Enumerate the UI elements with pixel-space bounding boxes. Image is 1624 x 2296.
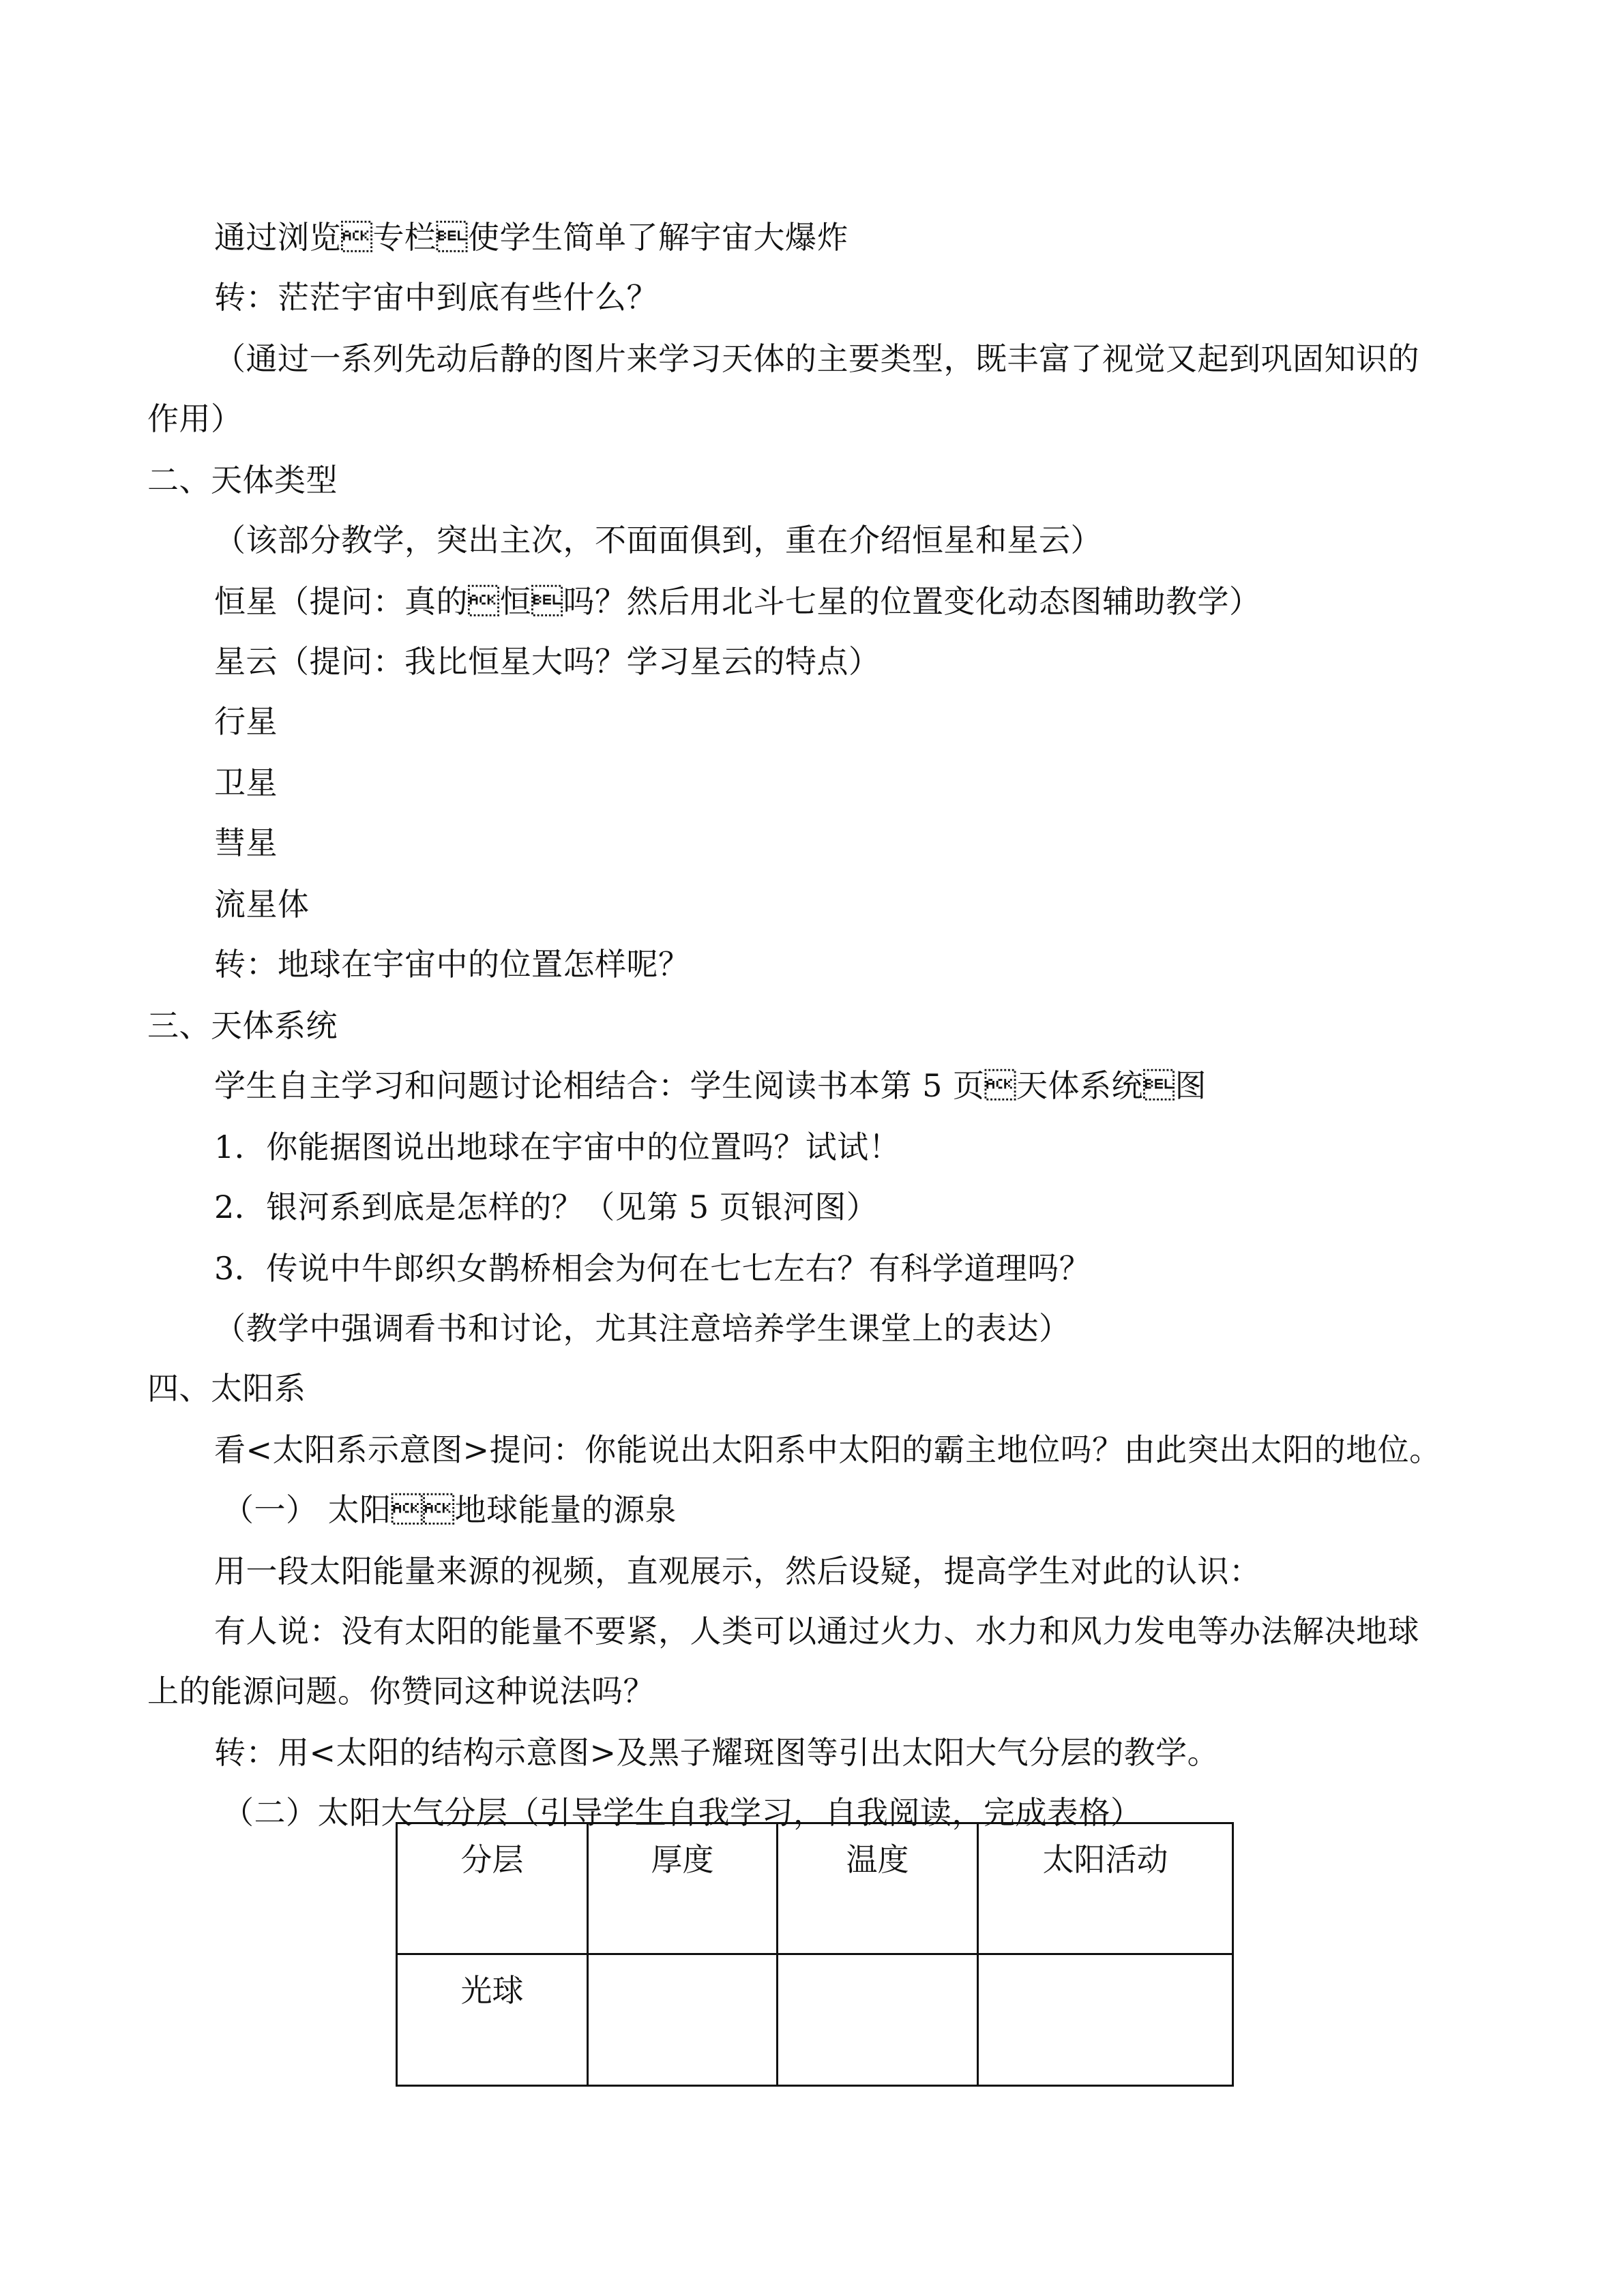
table-header-cell: 太阳活动 — [978, 1823, 1233, 1954]
text-line: （二）太阳大气分层（引导学生自我学习，自我阅读，完成表格） — [222, 1794, 1142, 1831]
text-line: 转：用<太阳的结构示意图>及黑子耀斑图等引出太阳大气分层的教学。 — [214, 1734, 1220, 1771]
table-cell — [588, 1954, 778, 2086]
text-line: 行星 — [214, 703, 278, 740]
text-line: 上的能源问题。你赞同这种说法吗？ — [147, 1673, 655, 1710]
text-line: （通过一系列先动后静的图片来学习天体的主要类型，既丰富了视觉又起到巩固知识的 — [214, 340, 1419, 377]
text-line: （该部分教学，突出主次，不面面俱到，重在介绍恒星和星云） — [214, 522, 1102, 558]
text-line: 星云（提问：我比恒星大吗？学习星云的特点） — [214, 643, 881, 680]
text-line: 学生自主学习和问题讨论相结合：学生阅读书本第 5 页天体系统图 — [214, 1067, 1207, 1104]
table-cell — [778, 1954, 978, 2086]
text-line: 流星体 — [214, 886, 310, 923]
text-line: （教学中强调看书和讨论，尤其注意培养学生课堂上的表达） — [214, 1310, 1071, 1347]
text-line: 转：茫茫宇宙中到底有些什么？ — [214, 279, 658, 316]
table-header-row — [397, 1823, 1233, 1954]
text-line: 转：地球在宇宙中的位置怎样呢？ — [214, 946, 690, 983]
text-line: 1．你能据图说出地球在宇宙中的位置吗？试试！ — [214, 1129, 901, 1165]
text-line: 用一段太阳能量来源的视频，直观展示，然后设疑，提高学生对此的认识： — [214, 1553, 1261, 1590]
table-cell — [978, 1954, 1233, 2086]
text-line: 3．传说中牛郎织女鹊桥相会为何在七七左右？有科学道理吗？ — [214, 1250, 1091, 1287]
table-header-cell: 分层 — [397, 1823, 588, 1954]
text-line: 2．银河系到底是怎样的？（见第 5 页银河图） — [214, 1189, 879, 1225]
table-header-cell: 厚度 — [588, 1823, 778, 1954]
table-row — [397, 1954, 1233, 2086]
section-heading: 四、太阳系 — [147, 1370, 306, 1407]
table-header-cell: 温度 — [778, 1823, 978, 1954]
table-cell: 光球 — [397, 1954, 588, 2086]
text-line: 作用） — [147, 400, 243, 437]
text-line: 有人说：没有太阳的能量不要紧，人类可以通过火力、水力和风力发电等办法解决地球 — [214, 1613, 1419, 1650]
text-line: 通过浏览专栏使学生简单了解宇宙大爆炸 — [214, 219, 848, 256]
text-line: （一） 太阳地球能量的源泉 — [222, 1491, 677, 1528]
text-line: 恒星（提问：真的恒吗？然后用北斗七星的位置变化动态图辅助教学） — [214, 583, 1261, 620]
solar-atmosphere-table — [396, 1822, 1234, 2087]
section-heading: 三、天体系统 — [147, 1007, 338, 1044]
text-line: 看<太阳系示意图>提问：你能说出太阳系中太阳的霸主地位吗？由此突出太阳的地位。 — [214, 1431, 1441, 1468]
text-line: 卫星 — [214, 764, 278, 801]
text-line: 彗星 — [214, 824, 278, 861]
section-heading: 二、天体类型 — [147, 462, 338, 498]
